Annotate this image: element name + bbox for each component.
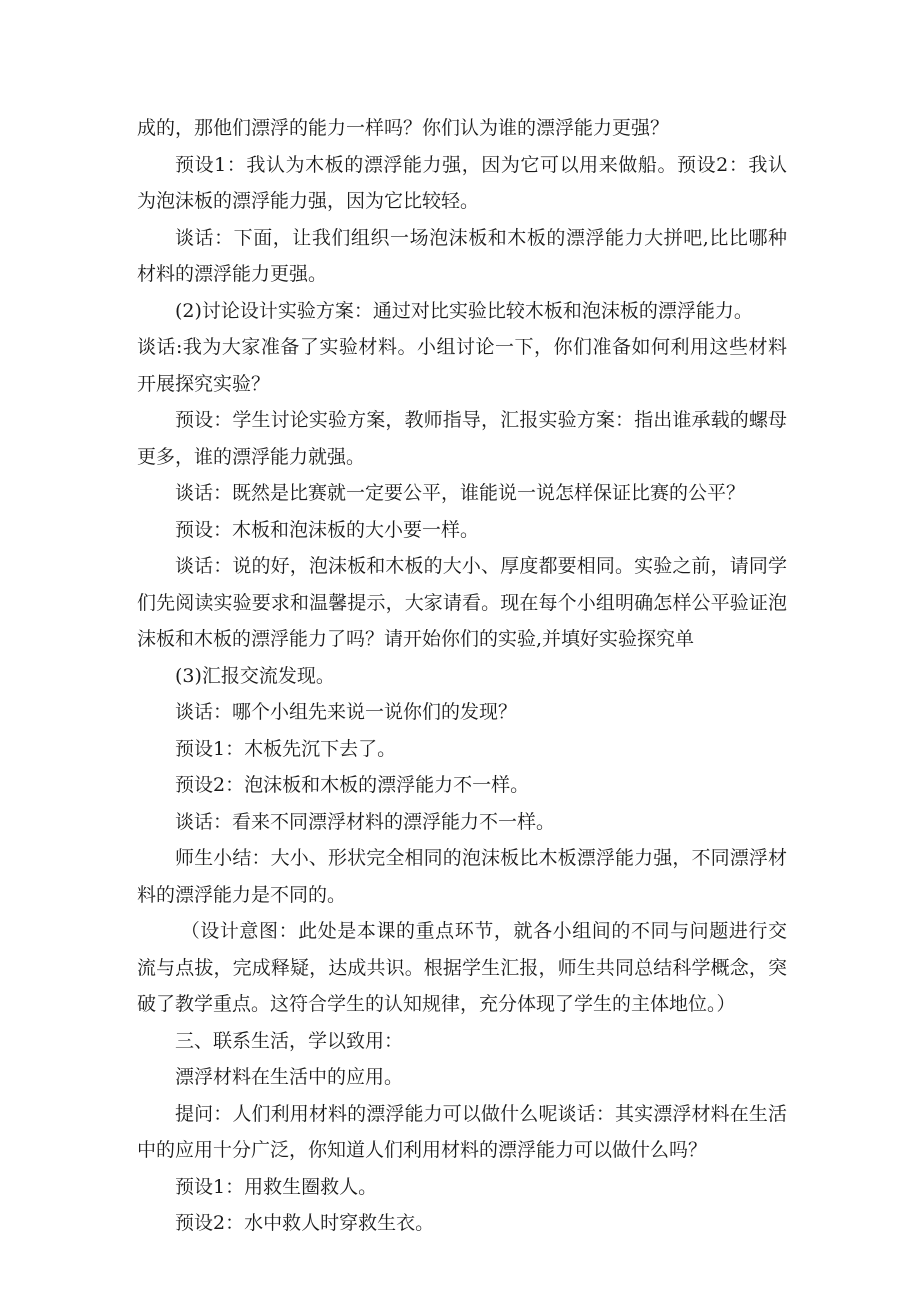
- paragraph-preset-2: 预设2：泡沫板和木板的漂浮能力不一样。: [175, 774, 530, 796]
- paragraph-talk-competition: 谈话：下面，让我们组织一场泡沫板和木板的漂浮能力大拼吧,比比哪种材料的漂浮能力更强。: [137, 226, 787, 285]
- paragraph-preset-1: 预设1：木板先沉下去了。: [175, 737, 397, 760]
- paragraph-talk-fairness: 谈话：既然是比赛就一定要公平，谁能说一说怎样保证比赛的公平？: [175, 482, 746, 504]
- paragraph-design-intent: （设计意图：此处是本课的重点环节，就各小组间的不同与问题进行交流与点拔，完成释疑，达成共识。根据学生汇报，师生共同总结科学概念，突破了教学重点。这符合学生的认知规律，充分体现了学生的主体地位。）: [137, 920, 787, 1015]
- paragraph-preset-lifejacket: 预设2：水中救人时穿救生衣。: [175, 1212, 435, 1234]
- paragraph-step-2-heading: (2)讨论设计实验方案：通过对比实验比较木板和泡沫板的漂浮能力。: [175, 299, 753, 322]
- paragraph-preset-1-2: 预设1：我认为木板的漂浮能力强，因为它可以用来做船。预设2：我认为泡沫板的漂浮能力强，因为它比较轻。: [137, 153, 787, 212]
- paragraph-summary: 师生小结：大小、形状完全相同的泡沫板比木板漂浮能力强，不同漂浮材料的漂浮能力是不同的。: [137, 847, 787, 906]
- paragraph-application: 漂浮材料在生活中的应用。: [175, 1066, 404, 1088]
- paragraph-section-3-heading: 三、联系生活，学以致用：: [175, 1029, 404, 1052]
- paragraph-preset-size: 预设：木板和泡沫板的大小要一样。: [175, 518, 480, 541]
- paragraph-talk-materials: 谈话:我为大家准备了实验材料。小组讨论一下，你们准备如何利用这些材料开展探究实验？: [137, 336, 787, 395]
- paragraph-preset-lifebuoy: 预设1：用救生圈救人。: [175, 1175, 378, 1198]
- paragraph-talk-conclusion: 谈话：看来不同漂浮材料的漂浮能力不一样。: [175, 810, 556, 833]
- document-body: [137, 110, 787, 1242]
- paragraph-step-3-heading: (3)汇报交流发现。: [175, 664, 335, 687]
- paragraph-preset-plan: 预设：学生讨论实验方案，教师指导，汇报实验方案：指出谁承载的螺母更多，谁的漂浮能力就强。: [137, 409, 787, 468]
- paragraph-question: 提问：人们利用材料的漂浮能力可以做什么呢谈话：其实漂浮材料在生活中的应用十分广泛，你知道人们利用材料的漂浮能力可以做什么吗？: [137, 1102, 787, 1161]
- paragraph-talk-experiment: 谈话：说的好，泡沫板和木板的大小、厚度都要相同。实验之前，请同学们先阅读实验要求和温馨提示，大家请看。现在每个小组明确怎样公平验证泡沫板和木板的漂浮能力了吗？请开始你们的实验,并填好实验探究单: [137, 555, 787, 650]
- paragraph-continuation: 成的，那他们漂浮的能力一样吗？你们认为谁的漂浮能力更强？: [137, 117, 670, 139]
- paragraph-talk-findings: 谈话：哪个小组先来说一说你们的发现？: [175, 701, 518, 723]
